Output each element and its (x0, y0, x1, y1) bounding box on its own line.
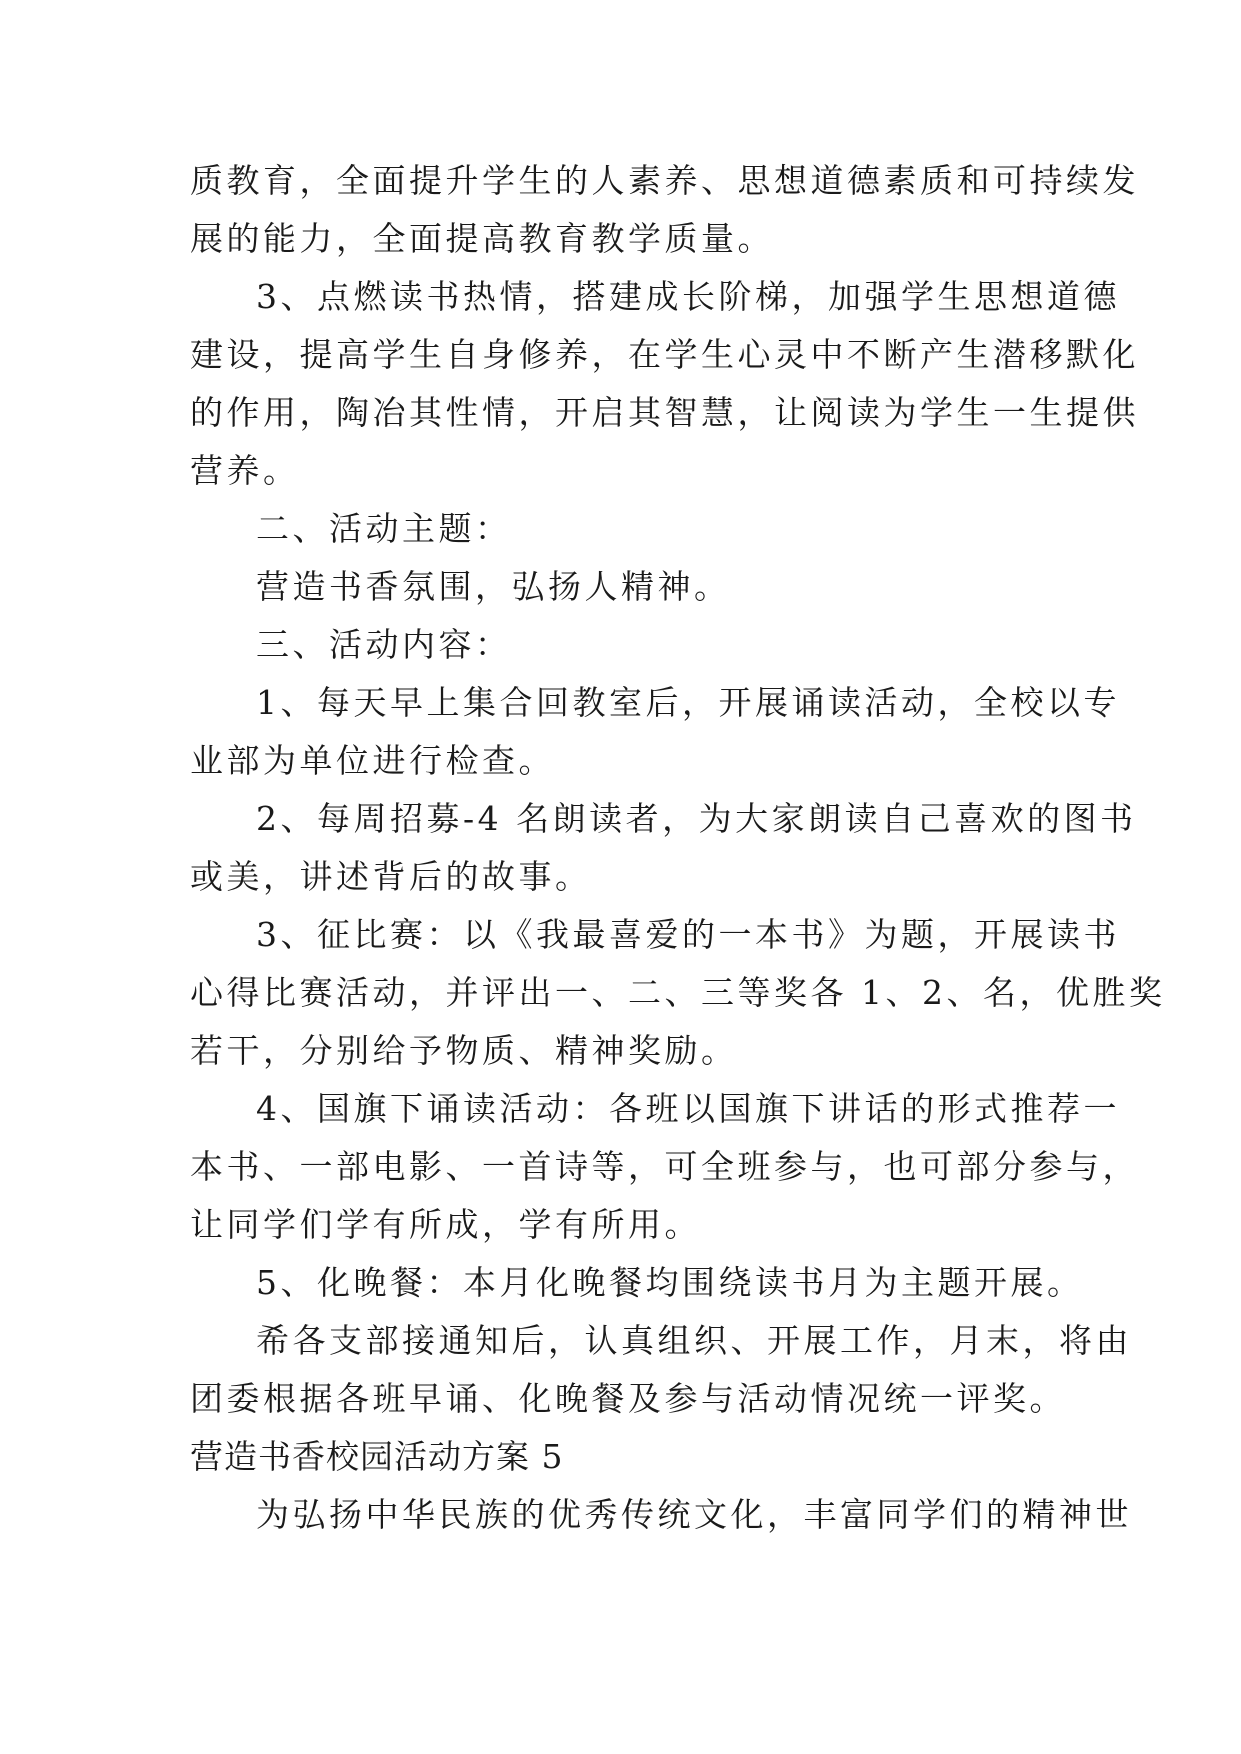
section-heading: 二、活动主题： (256, 509, 512, 548)
text-line: 1、每天早上集合回教室后，开展诵读活动，全校以专 (256, 683, 1120, 722)
text-line: 营造书香氛围，弘扬人精神。 (256, 567, 731, 606)
text-line: 2、每周招募-4 名朗读者，为大家朗读自己喜欢的图书 (256, 799, 1137, 838)
text-line: 本书、一部电影、一首诗等，可全班参与，也可部分参与， (190, 1147, 1139, 1186)
text-line: 建设，提高学生自身修养，在学生心灵中不断产生潜移默化 (190, 335, 1139, 374)
text-line: 让同学们学有所成，学有所用。 (190, 1205, 701, 1244)
text-line: 为弘扬中华民族的优秀传统文化，丰富同学们的精神世 (256, 1495, 1132, 1534)
text-line: 3、点燃读书热情，搭建成长阶梯，加强学生思想道德 (256, 277, 1120, 316)
text-line: 5、化晚餐：本月化晚餐均围绕读书月为主题开展。 (256, 1263, 1084, 1302)
text-line: 团委根据各班早诵、化晚餐及参与活动情况统一评奖。 (190, 1379, 1066, 1418)
section-heading: 三、活动内容： (256, 625, 512, 664)
document-body (190, 152, 1166, 1544)
text-line: 心得比赛活动，并评出一、二、三等奖各 1、2、名，优胜奖 (190, 973, 1166, 1012)
text-line: 业部为单位进行检查。 (190, 741, 555, 780)
text-line: 4、国旗下诵读活动：各班以国旗下讲话的形式推荐一 (256, 1089, 1120, 1128)
text-line: 营养。 (190, 451, 300, 490)
text-line: 希各支部接通知后，认真组织、开展工作，月末，将由 (256, 1321, 1132, 1360)
text-line: 展的能力，全面提高教育教学质量。 (190, 219, 774, 258)
text-line: 的作用，陶冶其性情，开启其智慧，让阅读为学生一生提供 (190, 393, 1139, 432)
text-line: 或美，讲述背后的故事。 (190, 857, 592, 896)
plan-title: 营造书香校园活动方案 5 (190, 1437, 564, 1476)
text-line: 质教育，全面提升学生的人素养、思想道德素质和可持续发 (190, 161, 1139, 200)
text-line: 若干，分别给予物质、精神奖励。 (190, 1031, 738, 1070)
text-line: 3、征比赛：以《我最喜爱的一本书》为题，开展读书 (256, 915, 1120, 954)
